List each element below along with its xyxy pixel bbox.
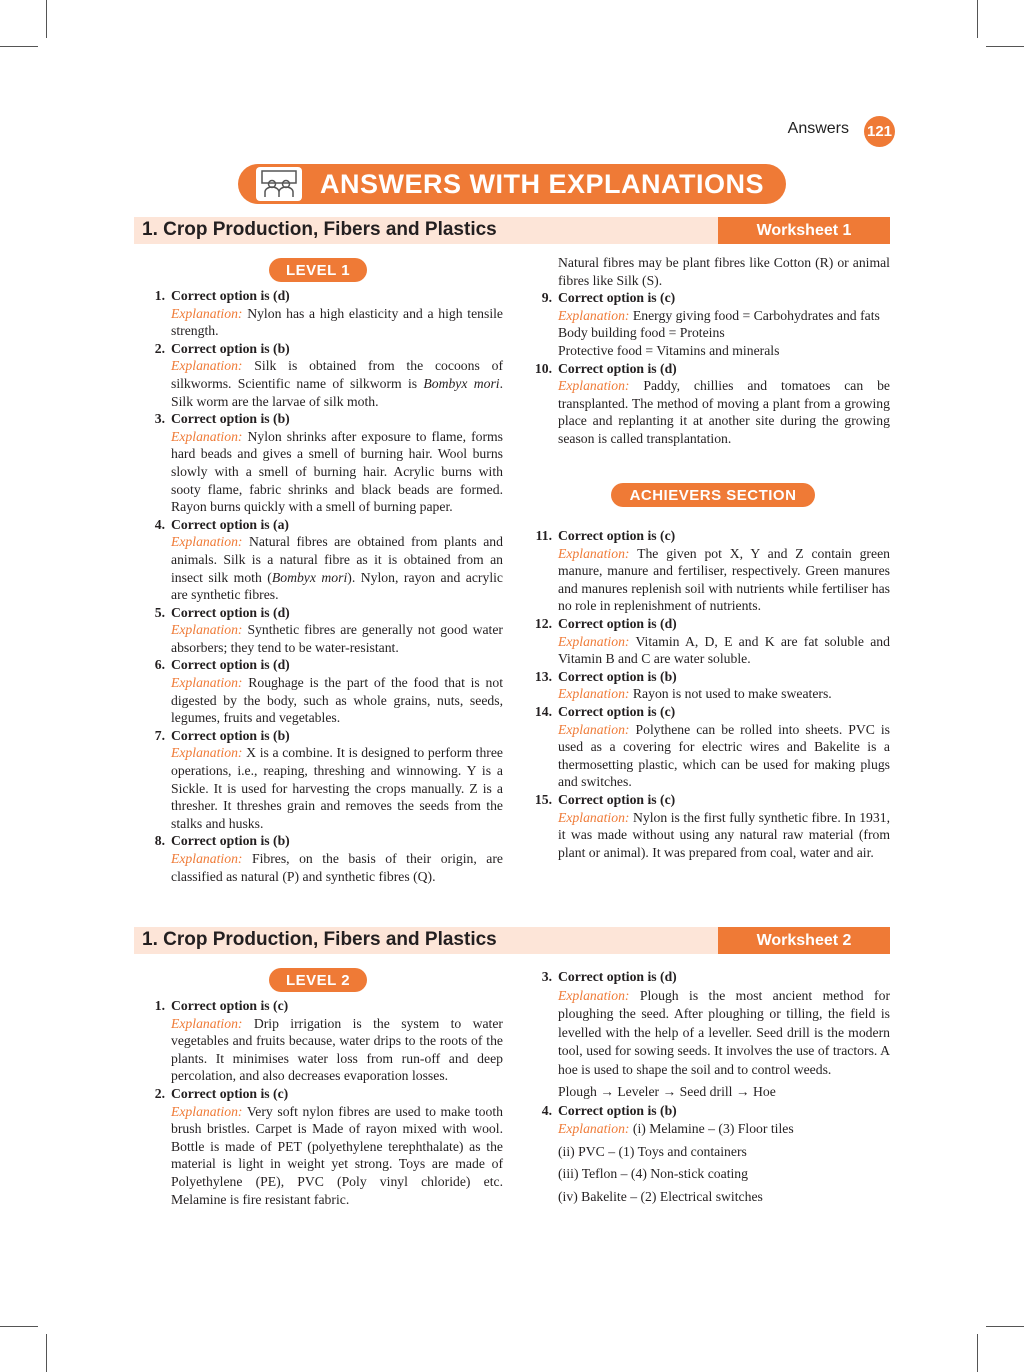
explanation-label: Explanation: — [171, 305, 243, 321]
chapter-title: 1. Crop Production, Fibers and Plastics — [142, 929, 497, 950]
explanation — [558, 722, 890, 790]
explanation-label: Explanation: — [171, 745, 243, 761]
explanation-label: Explanation: — [171, 534, 243, 550]
answer-item — [137, 1085, 503, 1208]
answer-item — [137, 340, 503, 410]
explanation — [171, 358, 503, 408]
question-number: 9. — [541, 290, 552, 306]
running-header: Answers — [787, 120, 849, 137]
answer-item — [524, 289, 890, 359]
section-header-ws2 — [134, 927, 890, 954]
explanation-text: X is a combine. It is designed to perform three operations, i.e., reaping, threshing and winnowing. Y is a Sickle. It is used for harvesting the crops manually. Z is a thresher. It threshes grain and removes the seeds from the stalks and husks. — [171, 745, 504, 831]
correct-option: Correct option is (b) — [171, 727, 290, 743]
question-number: 1. — [154, 288, 165, 303]
answers-banner — [238, 164, 786, 204]
answer-item — [137, 516, 503, 604]
question-number: 4. — [154, 516, 165, 532]
answer-item — [524, 703, 890, 791]
explanation — [558, 1121, 794, 1136]
section-header-ws1 — [134, 217, 890, 244]
correct-option: Correct option is (c) — [558, 703, 676, 719]
answer-item — [524, 615, 890, 668]
correct-option: Correct option is (c) — [171, 998, 289, 1013]
explanation-text: Roughage is the part of the food that is not digested by the body, such as whole grains, nuts, seeds, legumes, fruits and vegetables. — [171, 675, 503, 726]
ws2-right-column — [524, 968, 890, 1206]
explanation-label: Explanation: — [171, 428, 243, 444]
explanation-label: Explanation: — [558, 545, 630, 561]
explanation-text: Energy giving food = Carbohydrates and fats — [632, 307, 880, 323]
explanation-label: Explanation: — [558, 809, 630, 825]
explanation-text: Natural fibres are obtained from plants and animals. Silk is a natural fibre as it is obtained from an insect silk moth ( — [171, 534, 503, 585]
explanation-text: Rayon is not used to make sweaters. — [632, 686, 832, 702]
explanation-label: Explanation: — [171, 1103, 243, 1119]
correct-option: Correct option is (d) — [171, 657, 290, 673]
explanation — [171, 851, 503, 884]
explanation-text: . Silk worm are the larvae of silk moth. — [171, 375, 503, 409]
answer-item — [137, 656, 503, 726]
question-number: 2. — [154, 1085, 165, 1101]
question-number: 15. — [534, 791, 552, 807]
explanation-label: Explanation: — [558, 378, 630, 394]
level-1-pill: LEVEL 1 — [269, 258, 367, 282]
explanation — [558, 546, 890, 614]
question-number: 12. — [534, 615, 552, 631]
explanation-line: (iii) Teflon – (4) Non-stick coating — [558, 1166, 748, 1181]
question-number: 6. — [154, 657, 165, 673]
explanation-label: Explanation: — [558, 987, 630, 1003]
explanation-text: Nylon has a high elasticity and a high tensile strength. — [171, 305, 504, 339]
answer-item — [524, 360, 890, 448]
explanation-label: Explanation: — [171, 622, 243, 638]
scientific-name: Bombyx mori — [423, 375, 500, 391]
question-number: 7. — [154, 727, 165, 743]
answer-item — [524, 791, 890, 861]
explanation — [558, 634, 890, 667]
answer-item — [524, 527, 890, 615]
crop-mark — [986, 1326, 1024, 1327]
explanation — [558, 378, 890, 446]
explanation-text: Drip irrigation is the system to water vegetables and fruits because, water drips to the roots of the plants. It minimises water loss from run-off and deep percolation, and also decreases evaporation losses. — [171, 1015, 503, 1084]
explanation-text: Nylon shrinks after exposure to flame, forms hard beads and gives a smell of burning hair. Wool burns slowly with a smell of burning hair. Acrylic burns with sooty flame, fabric shrinks and black beads are formed. Rayon burns quickly with a smell of burning paper. — [171, 428, 504, 515]
question-number: 13. — [534, 668, 552, 684]
correct-option: Correct option is (b) — [558, 668, 677, 684]
explanation — [171, 534, 503, 602]
achievers-section-pill: ACHIEVERS SECTION — [611, 483, 815, 507]
teacher-student-icon — [256, 167, 302, 201]
explanation-text: Silk is obtained from the cocoons of silkworms. Scientific name of silkworm is — [171, 358, 504, 391]
explanation-label: Explanation: — [558, 721, 630, 737]
answer-item — [137, 604, 503, 657]
answer-item — [137, 727, 503, 833]
page-number: 121 — [864, 116, 895, 147]
explanation-text: Synthetic fibres are generally not good water absorbers; they tend to be water-resistant. — [171, 622, 503, 655]
worksheet-badge: Worksheet 2 — [718, 927, 890, 954]
answer-item — [524, 968, 890, 1102]
explanation-text: Polythene can be rolled into sheets. PVC is used as a covering for electric wires and Bakelite is a thermosetting plastic, which can be used for making plugs and switches. — [558, 721, 891, 790]
explanation-label: Explanation: — [558, 686, 630, 702]
explanation-line: Body building food = Proteins — [558, 325, 725, 341]
question-number: 14. — [534, 703, 552, 719]
explanation — [171, 429, 503, 514]
answer-item — [137, 997, 503, 1085]
correct-option: Correct option is (b) — [171, 411, 290, 427]
correct-option: Correct option is (d) — [171, 604, 290, 620]
question-number: 8. — [154, 833, 165, 849]
explanation-text: Plough is the most ancient method for ploughing the seed. After ploughing or tilling, the field is levelled with the help of a leveller. Seed drill is the modern tool, used for sowing seeds. It involves the use of tractors. A hoe is used to shape the soil and to control weeds. — [558, 987, 890, 1077]
correct-option: Correct option is (c) — [558, 791, 676, 807]
correct-option: Correct option is (b) — [171, 340, 290, 356]
crop-mark — [0, 1326, 38, 1327]
answer-item — [137, 832, 503, 885]
ws1-left-column — [137, 287, 503, 885]
explanation — [558, 308, 880, 323]
question-number: 4. — [541, 1102, 552, 1118]
banner-title: ANSWERS WITH EXPLANATIONS — [320, 168, 764, 199]
correct-option: Correct option is (c) — [558, 290, 676, 306]
explanation-text: Paddy, chillies and tomatoes can be transplanted. The method of moving a plant from a growing place and replanting it at another site during the growing season is called transplantation. — [558, 378, 890, 446]
question-number: 11. — [535, 528, 552, 543]
achievers-column — [524, 527, 890, 861]
explanation-label: Explanation: — [558, 307, 630, 323]
correct-option: Correct option is (d) — [558, 615, 677, 631]
explanation — [171, 622, 503, 655]
explanation-text: The given pot X, Y and Z contain green manure, manure and fertiliser, respectively. Green manures and manures replenish soil with nutrients while fertiliser has no role in replenishment of nutrients. — [558, 545, 890, 614]
scientific-name: Bombyx mori — [271, 569, 348, 585]
explanation-label: Explanation: — [171, 358, 243, 374]
explanation-text: (i) Melamine – (3) Floor tiles — [632, 1121, 794, 1136]
explanation — [171, 1016, 503, 1084]
correct-option: Correct option is (a) — [171, 516, 289, 532]
ws2-left-column — [137, 997, 503, 1208]
crop-mark — [46, 1334, 47, 1372]
chapter-title: 1. Crop Production, Fibers and Plastics — [142, 219, 497, 240]
correct-option: Correct option is (d) — [558, 360, 677, 376]
crop-mark — [977, 0, 978, 38]
explanation-line: Plough → Leveler → Seed drill → Hoe — [558, 1084, 776, 1099]
explanation-label: Explanation: — [171, 675, 243, 691]
explanation-line: Protective food = Vitamins and minerals — [558, 342, 780, 358]
explanation — [171, 745, 503, 830]
correct-option: Correct option is (b) — [171, 833, 290, 849]
question-number: 3. — [154, 411, 165, 427]
explanation-text: Vitamin A, D, E and K are fat soluble and Vitamin B and C are water soluble. — [558, 633, 890, 667]
question-number: 3. — [541, 969, 552, 984]
level-2-pill: LEVEL 2 — [269, 968, 367, 992]
explanation-label: Explanation: — [558, 633, 630, 649]
correct-option: Correct option is (d) — [171, 288, 290, 303]
explanation — [171, 1104, 503, 1207]
explanation-text: Nylon is the first fully synthetic fibre. In 1931, it was made without using any natural raw material (from plant or animal). It was prepared from coal, water and air. — [558, 809, 890, 860]
worksheet-badge: Worksheet 1 — [718, 217, 890, 244]
explanation-label: Explanation: — [558, 1121, 630, 1136]
question-number: 5. — [154, 604, 165, 620]
explanation — [171, 675, 503, 725]
ws1-right-column — [524, 254, 890, 448]
question-number: 2. — [154, 340, 165, 356]
explanation-label: Explanation: — [171, 1015, 243, 1031]
explanation — [558, 810, 890, 860]
correct-option: Correct option is (c) — [171, 1085, 289, 1101]
answer-item — [524, 1102, 890, 1207]
explanation-text: ). Nylon, rayon and acrylic are synthetic fibres. — [171, 569, 504, 603]
explanation-line: (iv) Bakelite – (2) Electrical switches — [558, 1188, 763, 1204]
question-number: 1. — [154, 998, 165, 1013]
crop-mark — [0, 46, 38, 47]
explanation — [558, 686, 832, 701]
answer-item — [137, 287, 503, 340]
question-number: 10. — [534, 360, 552, 376]
crop-mark — [986, 46, 1024, 47]
crop-mark — [977, 1334, 978, 1372]
continued-text: Natural fibres may be plant fibres like Cotton (R) or animal fibres like Silk (S). — [558, 255, 890, 288]
explanation-line: (ii) PVC – (1) Toys and containers — [558, 1143, 747, 1159]
correct-option: Correct option is (d) — [558, 969, 677, 984]
crop-mark — [46, 0, 47, 38]
correct-option: Correct option is (c) — [558, 528, 676, 543]
explanation — [171, 306, 503, 339]
correct-option: Correct option is (b) — [558, 1102, 677, 1118]
answer-item — [524, 668, 890, 703]
explanation-text: Very soft nylon fibres are used to make tooth brush bristles. Carpet is Made of rayon mixed with wool. Bottle is made of PET (polyethylene terephthalate) as the material is light in weight yet strong. Toys are made of Polyethylene (PE), PVC (Poly vinyl chloride) etc. Melamine is fire resistant fabric. — [171, 1103, 503, 1207]
explanation-text: Fibres, on the basis of their origin, are classified as natural (P) and synthetic fibres (Q). — [171, 851, 503, 884]
explanation-label: Explanation: — [171, 851, 243, 866]
explanation — [558, 988, 890, 1077]
answer-item — [137, 410, 503, 516]
